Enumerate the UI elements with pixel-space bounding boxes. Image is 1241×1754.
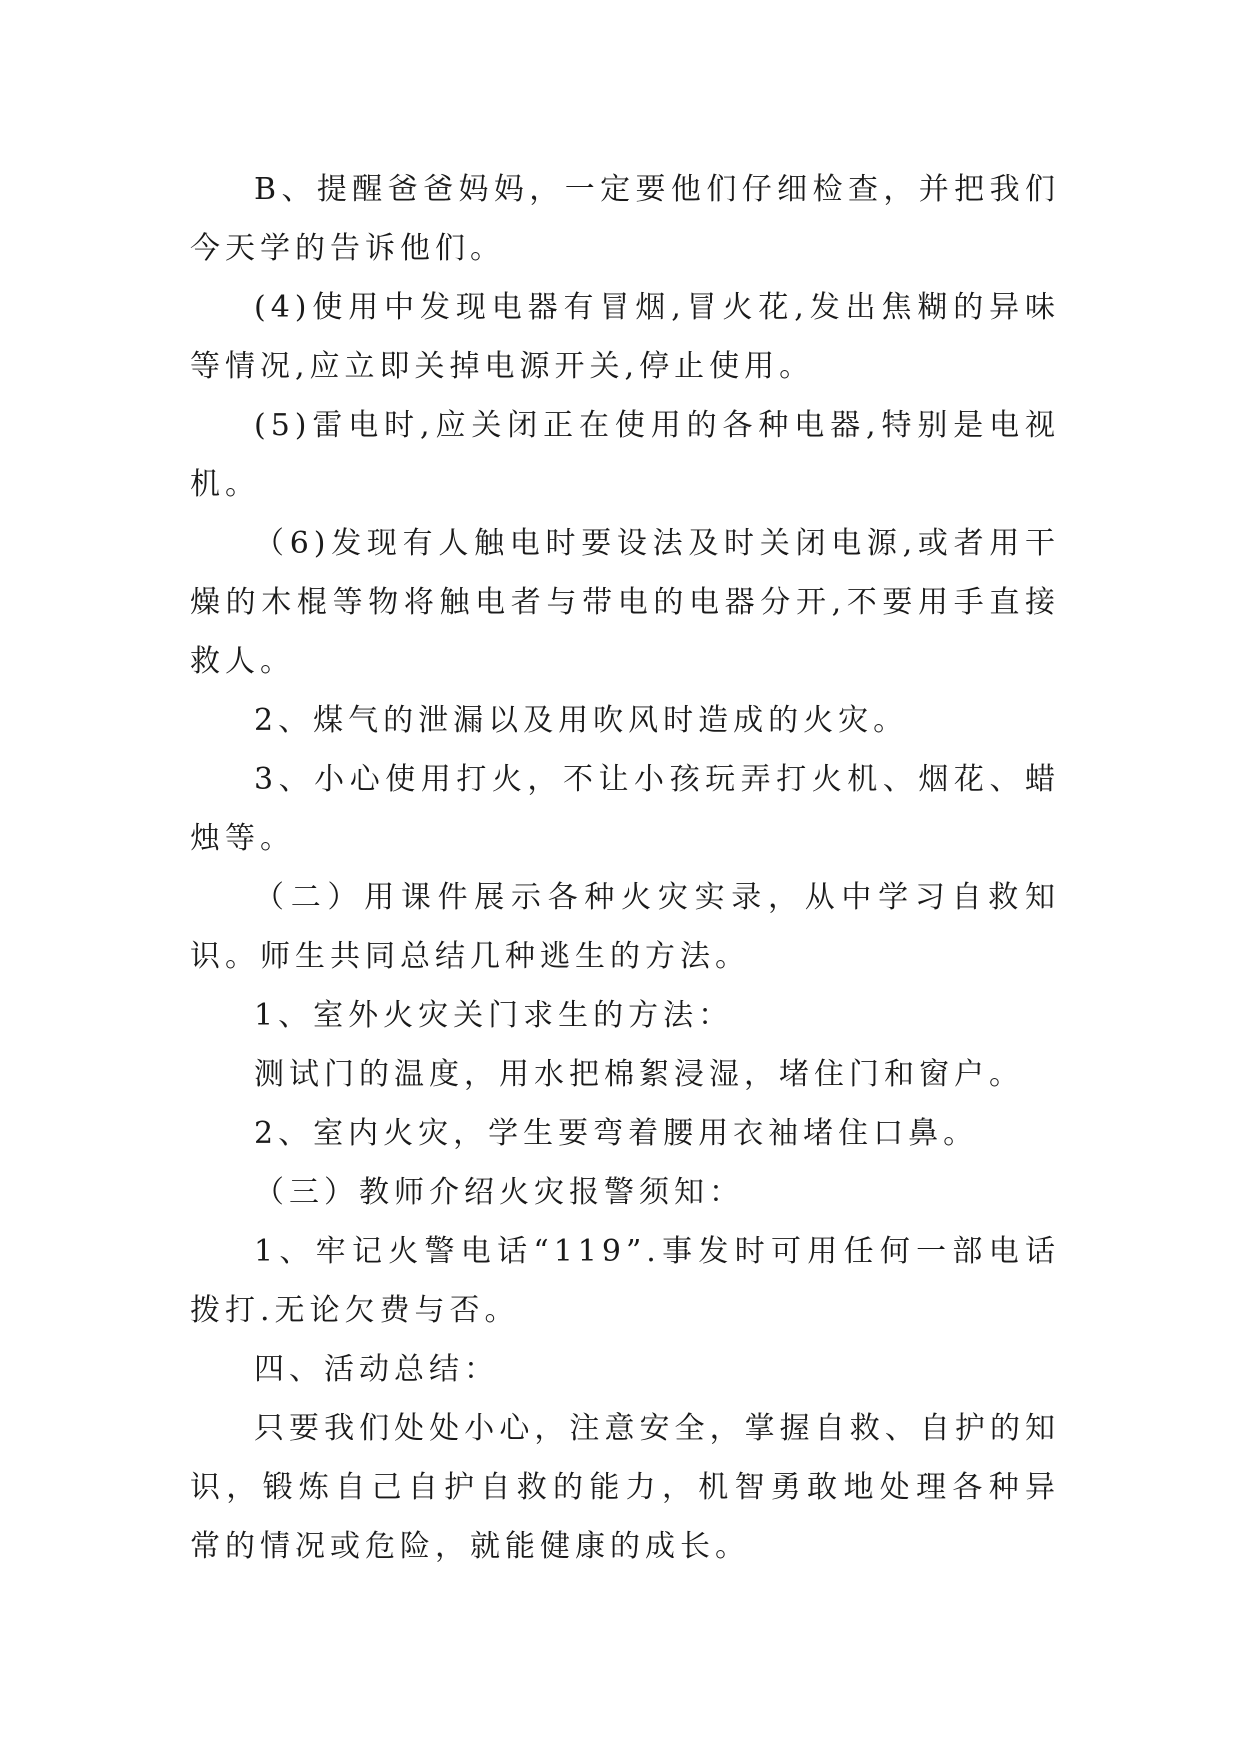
paragraph-test-door: 测试门的温度，用水把棉絮浸湿，堵住门和窗户。 xyxy=(254,1057,1024,1092)
paragraph-indoor-fire: 2、室内火灾，学生要弯着腰用衣袖堵住口鼻。 xyxy=(254,1116,979,1151)
paragraph-gas-leak: 2、煤气的泄漏以及用吹风时造成的火灾。 xyxy=(254,703,909,738)
paragraph-courseware: （二）用课件展示各种火灾实录，从中学习自救知识。师生共同总结几种逃生的方法。 xyxy=(190,880,1060,974)
paragraph-remind-parents: B、提醒爸爸妈妈，一定要他们仔细检查，并把我们今天学的告诉他们。 xyxy=(190,172,1060,266)
document-body xyxy=(190,160,1060,1576)
paragraph-thunder: (5)雷电时,应关闭正在使用的各种电器,特别是电视机。 xyxy=(190,408,1060,502)
paragraph-summary: 只要我们处处小心，注意安全，掌握自救、自护的知识，锻炼自己自护自救的能力，机智勇敢地处理各种异常的情况或危险，就能健康的成长。 xyxy=(190,1411,1060,1564)
paragraph-electric-shock: （6)发现有人触电时要设法及时关闭电源,或者用干燥的木棍等物将触电者与带电的电器分开,不要用手直接救人。 xyxy=(190,526,1060,679)
paragraph-alarm-notice: （三）教师介绍火灾报警须知： xyxy=(254,1175,744,1210)
paragraph-lighter: 3、小心使用打火，不让小孩玩弄打火机、烟花、蜡烛等。 xyxy=(190,762,1060,856)
paragraph-fire-phone: 1、牢记火警电话“119”.事发时可用任何一部电话拨打.无论欠费与否。 xyxy=(190,1234,1060,1328)
paragraph-summary-heading: 四、活动总结： xyxy=(254,1352,499,1387)
paragraph-appliance-smoke: (4)使用中发现电器有冒烟,冒火花,发出焦糊的异味等情况,应立即关掉电源开关,停止使用。 xyxy=(190,290,1060,384)
paragraph-outdoor-fire: 1、室外火灾关门求生的方法： xyxy=(254,998,734,1033)
